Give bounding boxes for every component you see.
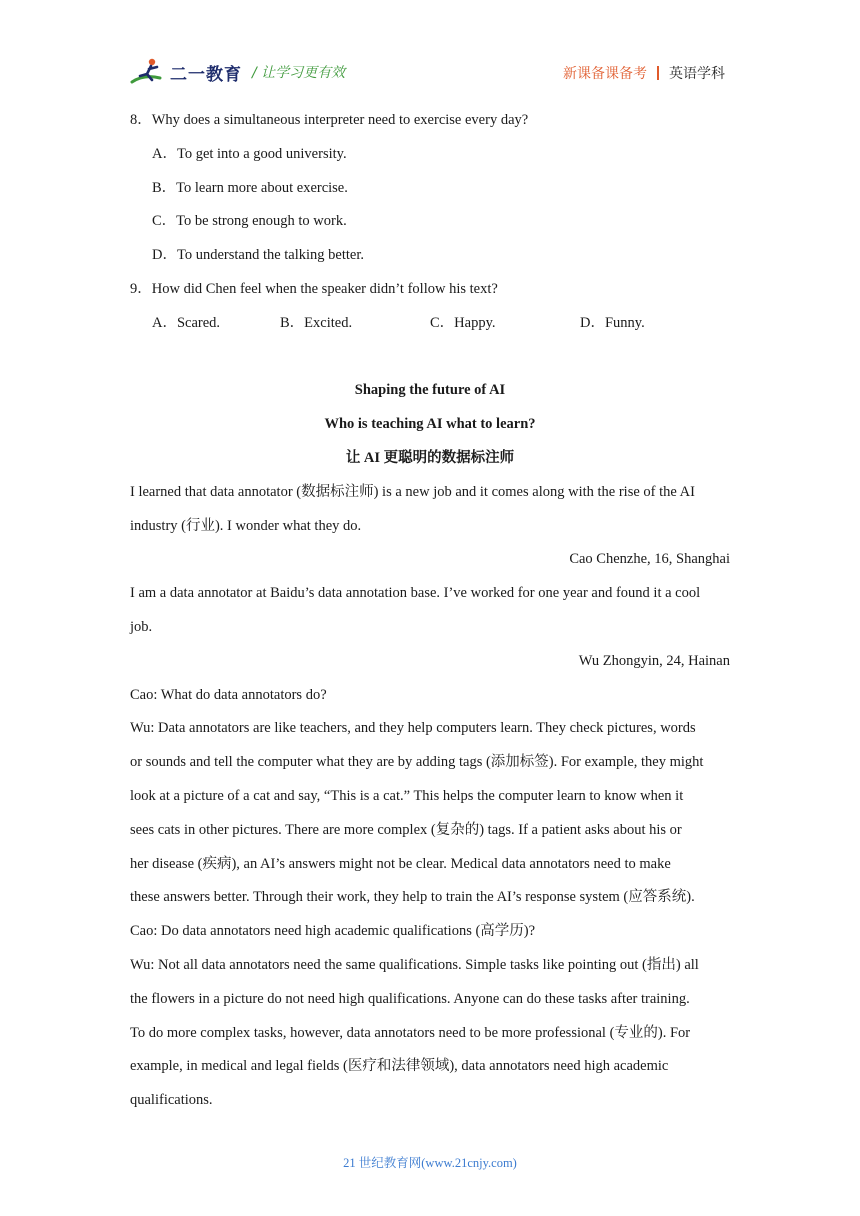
article-line: example, in medical and legal fields (医疗和法律领域), data annotators need high academic	[130, 1058, 669, 1075]
q8-option-d: D．To understand the talking better.	[152, 247, 365, 264]
article-line: I learned that data annotator (数据标注师) is a new job and it comes along with the rise of the AI	[130, 483, 695, 500]
q9-options	[130, 307, 730, 341]
article-chinese-title: 让 AI 更聪明的数据标注师	[345, 449, 515, 466]
header-label-prep: 新课备课备考	[563, 66, 647, 82]
runner-logo-icon	[130, 56, 168, 88]
article-line: industry (行业). I wonder what they do.	[130, 517, 362, 534]
article-line: Wu: Data annotators are like teachers, and they help computers learn. They check pictures, words	[130, 720, 696, 737]
article-line: these answers better. Through their work, they help to train the AI’s response system (应答系统).	[130, 889, 695, 906]
article-subtitle: Who is teaching AI what to learn?	[324, 416, 536, 433]
q8-option-a: A．To get into a good university.	[152, 145, 347, 162]
q8-option-c: C．To be strong enough to work.	[152, 213, 347, 230]
article-line: job.	[130, 618, 153, 635]
article-line: sees cats in other pictures. There are more complex (复杂的) tags. If a patient asks about his or	[130, 821, 682, 838]
q9-option-d: D．Funny.	[580, 314, 645, 331]
header-right	[563, 63, 725, 83]
article-line: Cao: Do data annotators need high academic qualifications (高学历)?	[130, 923, 536, 940]
q9-option-b: B．Excited.	[280, 314, 353, 331]
article-line: Wu: Not all data annotators need the same qualifications. Simple tasks like pointing out (指出) all	[130, 956, 699, 973]
question-9-stem: 9．How did Chen feel when the speaker didn’t follow his text?	[130, 280, 498, 297]
slogan: / 让学习更有效	[252, 65, 346, 81]
spacer	[130, 341, 730, 375]
q9-option-c: C．Happy.	[430, 314, 496, 331]
article-line: look at a picture of a cat and say, “This is a cat.” This helps the computer learn to know when it	[130, 787, 684, 804]
article-title: Shaping the future of AI	[354, 382, 506, 399]
page-header	[130, 56, 725, 88]
article-line: To do more complex tasks, however, data annotators need to be more professional (专业的). For	[130, 1024, 691, 1041]
article-line: qualifications.	[130, 1092, 213, 1109]
q8-option-b: B．To learn more about exercise.	[152, 179, 348, 196]
author-signature: Cao Chenzhe, 16, Shanghai	[569, 551, 730, 568]
q9-option-a: A．Scared.	[152, 314, 221, 331]
logo	[130, 56, 242, 88]
article-line: or sounds and tell the computer what they are by adding tags (添加标签). For example, they might	[130, 754, 704, 771]
question-8-stem: 8．Why does a simultaneous interpreter need to exercise every day?	[130, 112, 529, 128]
header-divider	[657, 66, 659, 80]
article-line: Cao: What do data annotators do?	[130, 686, 327, 703]
header-label-subject: 英语学科	[669, 66, 725, 82]
page-content	[130, 104, 730, 1118]
logo-text: 二一教育	[170, 64, 242, 85]
article-line: her disease (疾病), an AI’s answers might not be clear. Medical data annotators need to make	[130, 855, 671, 872]
article-line: I am a data annotator at Baidu’s data annotation base. I’ve worked for one year and found it a cool	[130, 585, 701, 602]
author-signature: Wu Zhongyin, 24, Hainan	[578, 652, 730, 669]
page-footer[interactable]: 21 世纪教育网(www.21cnjy.com)	[343, 1156, 517, 1170]
article-line: the flowers in a picture do not need high qualifications. Anyone can do these tasks after training.	[130, 990, 690, 1007]
